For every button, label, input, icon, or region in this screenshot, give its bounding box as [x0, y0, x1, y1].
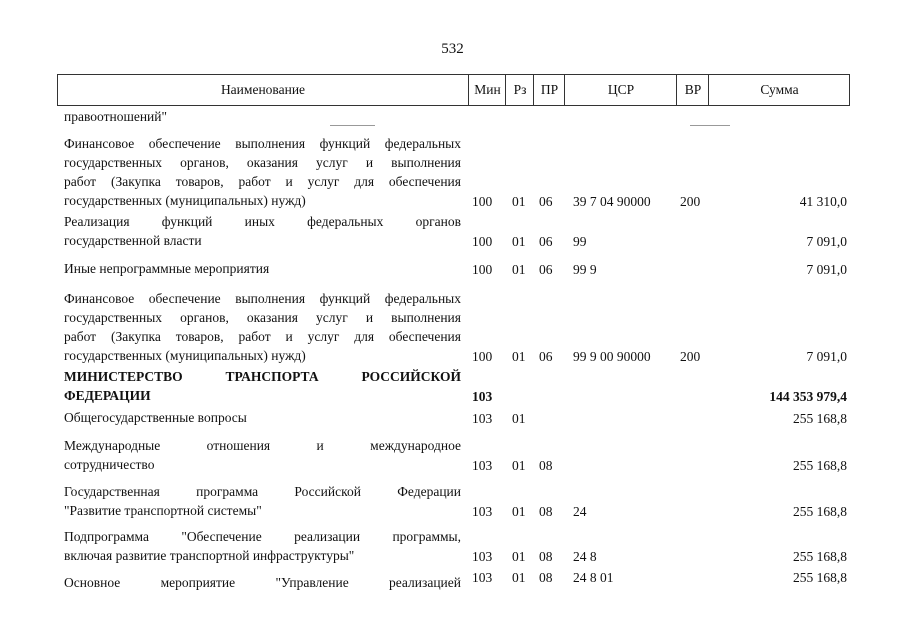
cell-csr: 99 9 00 90000 [573, 349, 651, 364]
scan-artifact-line [690, 125, 730, 126]
cell-rz: 01 [512, 234, 526, 249]
row-name-line: государственных органов, оказания услуг и выполнения [64, 155, 461, 170]
row-name [64, 482, 461, 520]
cell-pr: 06 [539, 262, 553, 277]
cell-sum: 255 168,8 [793, 570, 847, 585]
cell-sum: 255 168,8 [793, 411, 847, 426]
cell-pr: 06 [539, 194, 553, 209]
cell-rz: 01 [512, 262, 526, 277]
row-name-line: Реализация функций иных федеральных органов [64, 214, 461, 229]
row-name-line: сотрудничество [64, 457, 155, 472]
column-header-csr: ЦСР [564, 75, 677, 105]
row-name-line: МИНИСТЕРСТВО ТРАНСПОРТА РОССИЙСКОЙ [64, 369, 461, 384]
row-name-line: Финансовое обеспечение выполнения функций федеральных [64, 136, 461, 151]
row-name-line: государственных (муниципальных) нужд) [64, 193, 306, 208]
row-name-line: государственных (муниципальных) нужд) [64, 348, 306, 363]
cell-sum: 7 091,0 [806, 234, 847, 249]
continued-text: правоотношений" [64, 109, 168, 124]
cell-csr: 99 [573, 234, 587, 249]
cell-min: 103 [472, 504, 493, 519]
cell-rz: 01 [512, 549, 526, 564]
table-header [57, 74, 850, 106]
cell-min: 100 [472, 194, 493, 209]
column-header-rz: Рз [505, 75, 534, 105]
cell-pr: 08 [539, 570, 553, 585]
cell-vr: 200 [680, 194, 701, 209]
cell-min: 100 [472, 262, 493, 277]
cell-csr: 24 [573, 504, 587, 519]
row-name-line: Государственная программа Российской Федерации [64, 484, 461, 499]
cell-sum: 255 168,8 [793, 504, 847, 519]
scan-artifact-line [330, 125, 375, 126]
cell-vr: 200 [680, 349, 701, 364]
row-name-line: включая развитие транспортной инфраструктуры" [64, 548, 355, 563]
cell-pr: 06 [539, 349, 553, 364]
row-name [64, 212, 461, 250]
cell-sum: 255 168,8 [793, 549, 847, 564]
cell-rz: 01 [512, 570, 526, 585]
row-name-line: работ (Закупка товаров, работ и услуг для обеспечения [64, 174, 461, 189]
cell-csr: 24 8 01 [573, 570, 614, 585]
cell-rz: 01 [512, 349, 526, 364]
row-name [64, 573, 461, 592]
row-name-line: государственной власти [64, 233, 202, 248]
cell-csr: 24 8 [573, 549, 597, 564]
cell-min: 103 [472, 549, 493, 564]
row-name [64, 289, 461, 365]
row-name [64, 134, 461, 210]
cell-sum: 7 091,0 [806, 349, 847, 364]
cell-pr: 06 [539, 234, 553, 249]
row-name-line: ФЕДЕРАЦИИ [64, 388, 151, 403]
cell-sum: 255 168,8 [793, 458, 847, 473]
cell-sum: 144 353 979,4 [769, 389, 847, 404]
row-name [64, 259, 461, 278]
column-header-vr: ВР [676, 75, 709, 105]
cell-rz: 01 [512, 411, 526, 426]
page-number: 532 [441, 41, 464, 57]
row-name [64, 436, 461, 474]
cell-rz: 01 [512, 194, 526, 209]
cell-sum: 41 310,0 [799, 194, 847, 209]
cell-min: 103 [472, 411, 493, 426]
cell-min: 103 [472, 570, 493, 585]
cell-min: 100 [472, 234, 493, 249]
cell-min: 103 [472, 458, 493, 473]
row-name-line: Общегосударственные вопросы [64, 410, 247, 425]
row-name-line: Международные отношения и международное [64, 438, 461, 453]
cell-pr: 08 [539, 549, 553, 564]
row-name [64, 367, 461, 405]
row-name-line: Основное мероприятие "Управление реализацией [64, 575, 461, 590]
row-name [64, 527, 461, 565]
column-header-sum: Сумма [708, 75, 850, 105]
column-header-min: Мин [468, 75, 506, 105]
cell-rz: 01 [512, 458, 526, 473]
cell-csr: 39 7 04 90000 [573, 194, 651, 209]
row-name [64, 408, 461, 427]
row-name-line: Финансовое обеспечение выполнения функций федеральных [64, 291, 461, 306]
cell-rz: 01 [512, 504, 526, 519]
cell-min: 100 [472, 349, 493, 364]
cell-min: 103 [472, 389, 493, 404]
cell-csr: 99 9 [573, 262, 597, 277]
cell-pr: 08 [539, 504, 553, 519]
row-name-line: Иные непрограммные мероприятия [64, 261, 270, 276]
column-header-pr: ПР [533, 75, 565, 105]
row-name-line: государственных органов, оказания услуг и выполнения [64, 310, 461, 325]
cell-sum: 7 091,0 [806, 262, 847, 277]
row-name-line: "Развитие транспортной системы" [64, 503, 262, 518]
cell-pr: 08 [539, 458, 553, 473]
column-header-name: Наименование [220, 82, 306, 97]
row-name-line: работ (Закупка товаров, работ и услуг для обеспечения [64, 329, 461, 344]
row-name-line: Подпрограмма "Обеспечение реализации программы, [64, 529, 461, 544]
